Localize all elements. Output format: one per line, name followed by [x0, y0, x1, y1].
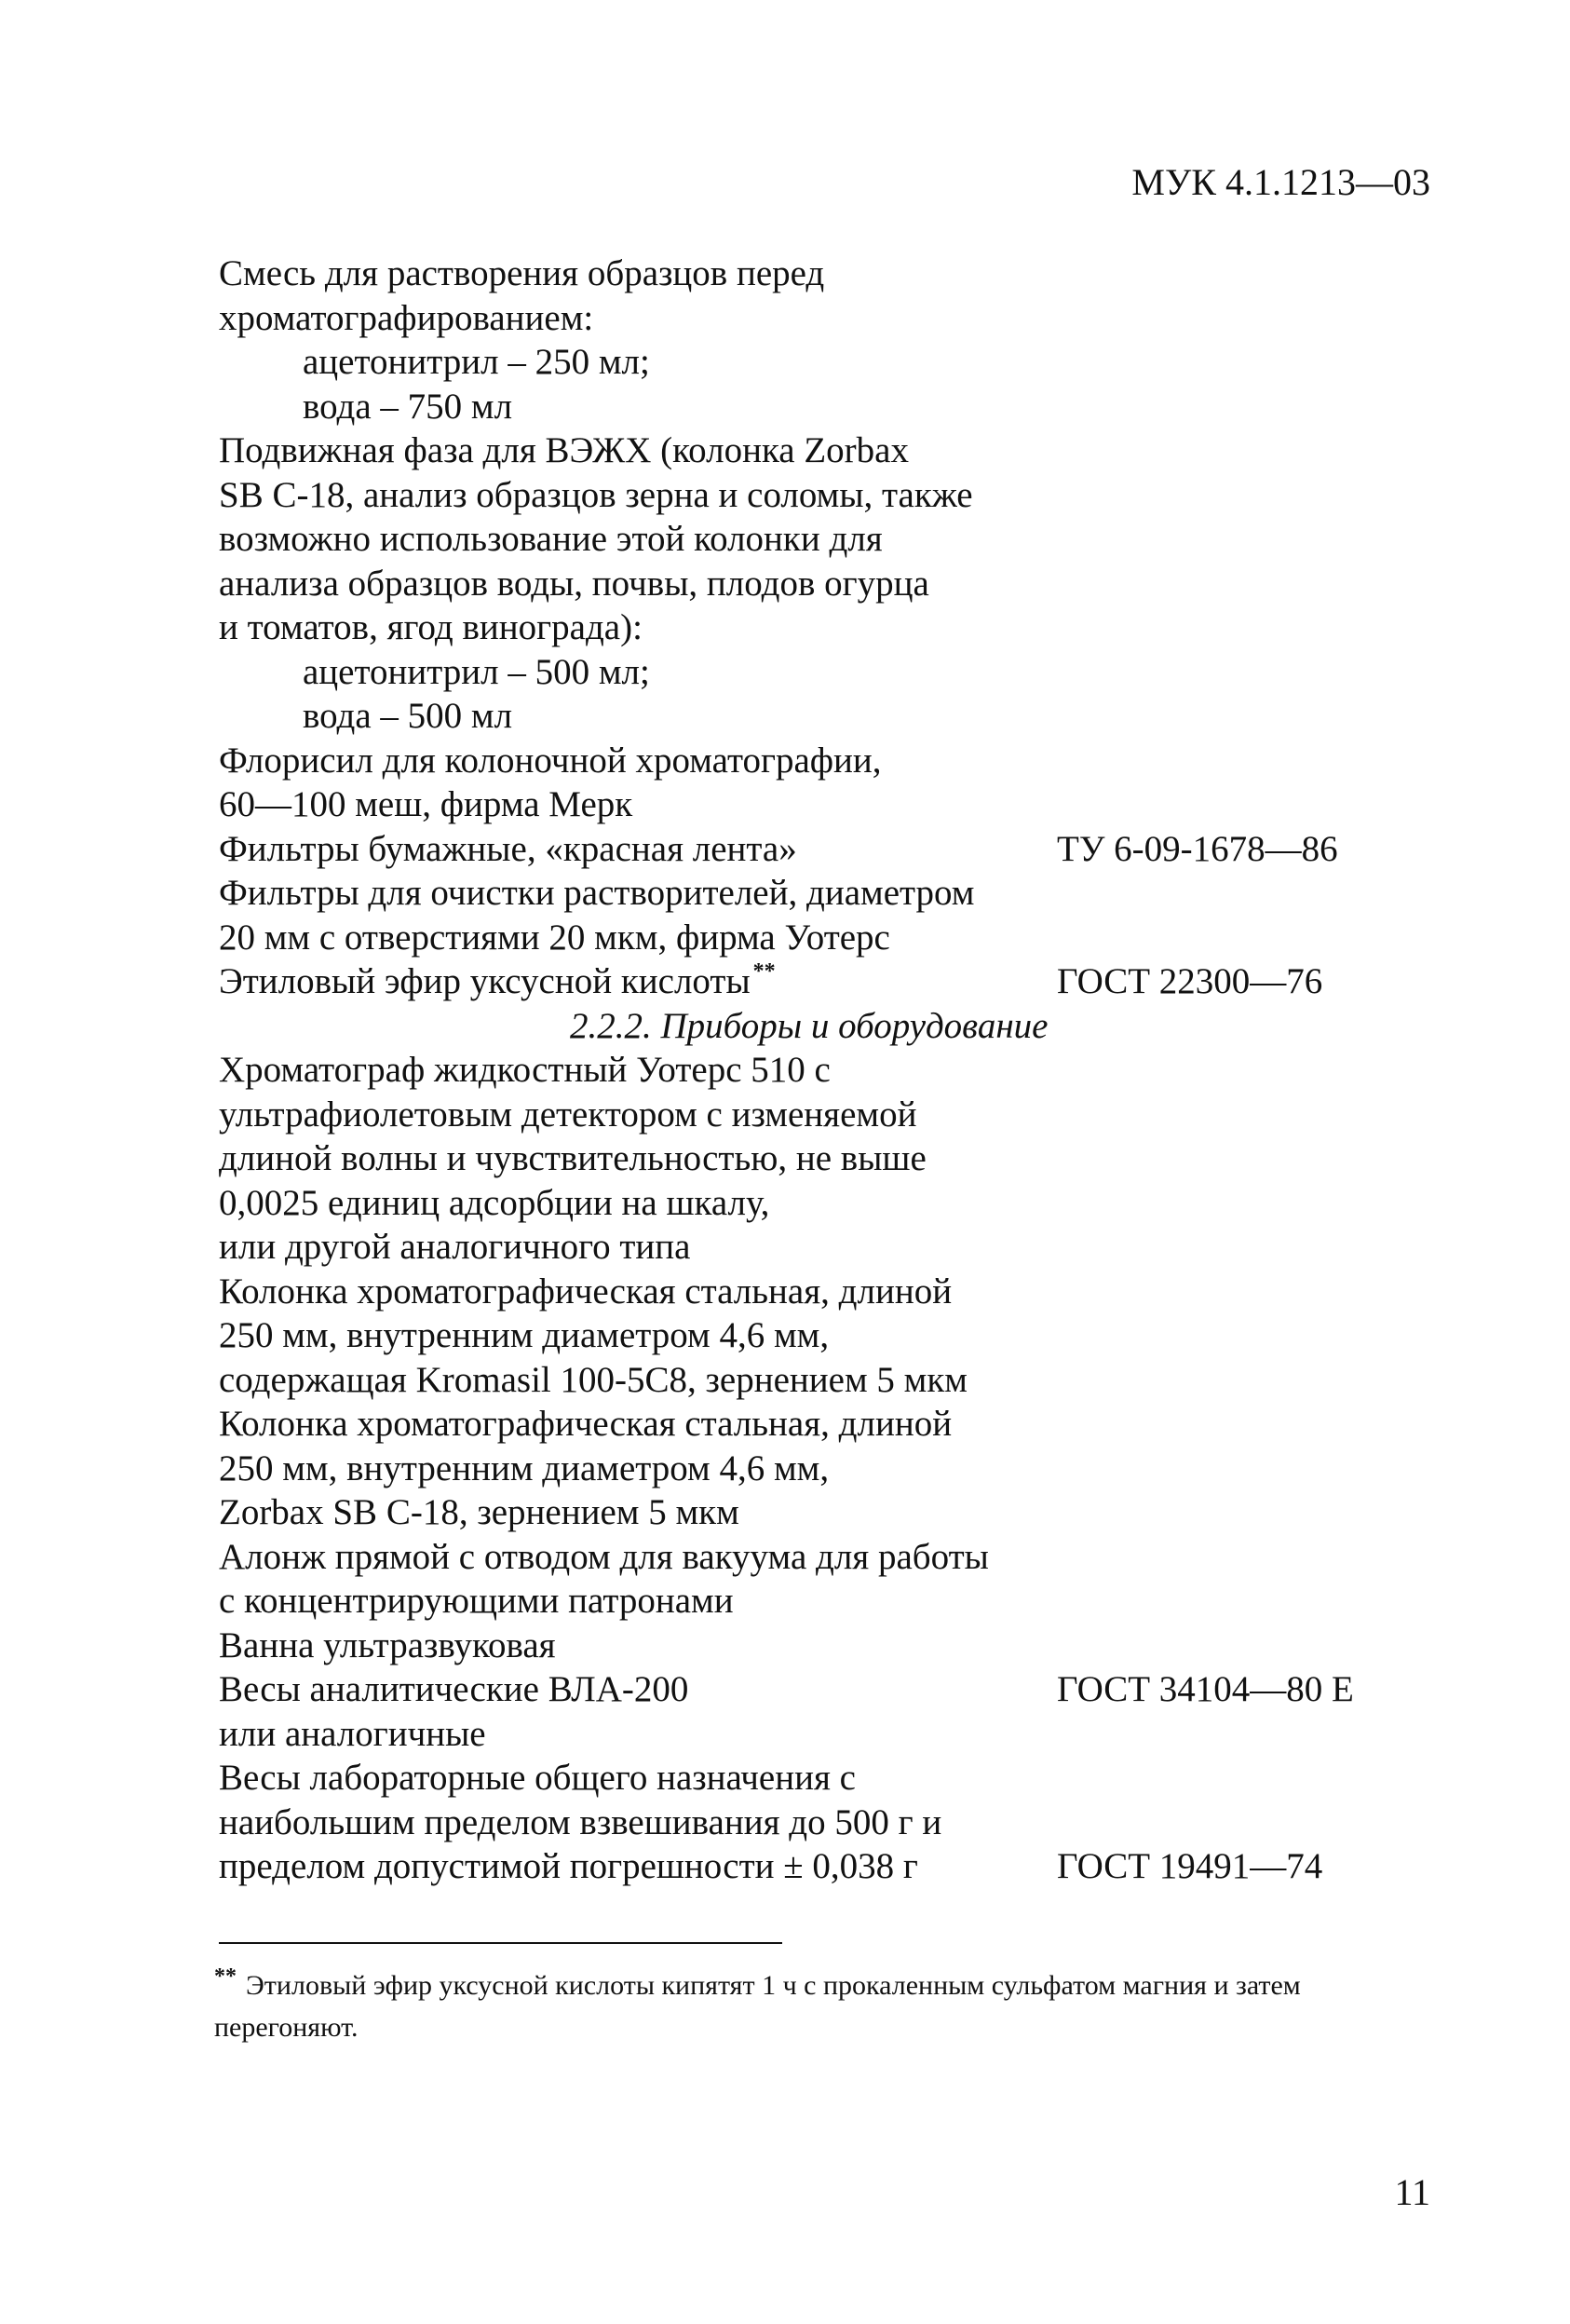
line-text: Фильтры бумажные, «красная лента»: [219, 828, 797, 869]
line-text: вода – 500 мл: [303, 696, 513, 736]
text-line: [219, 1447, 1429, 1491]
text-line: [219, 251, 1429, 296]
line-text: или аналогичные: [219, 1713, 486, 1754]
line-text: длиной волны и чувствительностью, не выше: [219, 1138, 927, 1178]
line-text: ультрафиолетовым детектором с изменяемой: [219, 1094, 917, 1135]
line-text: или другой аналогичного типа: [219, 1227, 691, 1267]
text-line: [219, 1313, 1429, 1358]
line-text: и томатов, ягод винограда):: [219, 607, 643, 647]
footnote-mark: **: [214, 1964, 237, 1989]
line-text: 0,0025 единиц адсорбции на шкалу,: [219, 1182, 770, 1223]
text-line: [219, 340, 1429, 385]
line-text: возможно использование этой колонки для: [219, 519, 883, 559]
line-text: анализа образцов воды, почвы, плодов огурца: [219, 563, 929, 604]
line-text: SB C-18, анализ образцов зерна и соломы, также: [219, 474, 973, 515]
text-line: [219, 650, 1429, 695]
text-line: [219, 1490, 1429, 1535]
text-line: [219, 827, 1429, 872]
text-line: [219, 1801, 1429, 1845]
text-line: [219, 1535, 1429, 1580]
equipment-list: [219, 1048, 1429, 1889]
line-text: ацетонитрил – 250 мл;: [303, 342, 650, 382]
section-heading: 2.2.2. Приборы и оборудование: [570, 1005, 1049, 1046]
line-text: с концентрирующими патронами: [219, 1581, 734, 1621]
reagents-list: [219, 251, 1429, 1004]
line-text: пределом допустимой погрешности ± 0,038 г: [219, 1846, 918, 1886]
line-text: Колонка хроматографическая стальная, длиной: [219, 1404, 953, 1444]
line-text: 250 мм, внутренним диаметром 4,6 мм,: [219, 1315, 830, 1355]
text-line: [219, 871, 1429, 916]
footnote: [214, 1956, 1443, 2048]
text-line: [219, 694, 1429, 739]
text-line: [219, 1136, 1429, 1181]
text-line: [219, 1048, 1429, 1093]
text-line: [219, 782, 1429, 827]
line-text: Весы аналитические ВЛА-200: [219, 1669, 689, 1709]
text-line: [219, 1756, 1429, 1801]
text-line: [219, 428, 1429, 473]
text-line: [219, 473, 1429, 518]
line-text: 60—100 меш, фирма Мерк: [219, 784, 633, 824]
line-text: 20 мм с отверстиями 20 мкм, фирма Уотерс: [219, 917, 890, 958]
standard-reference: ТУ 6-09-1678—86: [1057, 828, 1338, 869]
text-line: [219, 1667, 1429, 1712]
text-line: [219, 1181, 1429, 1226]
text-line: [219, 296, 1429, 341]
line-text: ацетонитрил – 500 мл;: [303, 651, 650, 692]
line-text: Ванна ультразвуковая: [219, 1624, 556, 1665]
line-text: содержащая Kromasil 100-5C8, зернением 5 мкм: [219, 1359, 968, 1400]
line-text: наибольшим пределом взвешивания до 500 г и: [219, 1801, 942, 1842]
text-line: [219, 605, 1429, 650]
text-line: [219, 1844, 1429, 1889]
line-text: хроматографированием:: [219, 297, 594, 338]
page-number: 11: [1394, 2171, 1430, 2213]
text-line: [219, 562, 1429, 606]
text-line: [219, 1358, 1429, 1403]
document-code: МУК 4.1.1213—03: [1131, 161, 1430, 203]
text-line: [219, 517, 1429, 562]
body-text: [219, 251, 1429, 1889]
line-text: Смесь для растворения образцов перед: [219, 253, 825, 293]
line-text: 250 мм, внутренним диаметром 4,6 мм,: [219, 1447, 830, 1488]
line-text: вода – 750 мл: [303, 386, 513, 427]
text-line: [219, 1225, 1429, 1270]
text-line: [219, 959, 1429, 1004]
text-line: [219, 1712, 1429, 1757]
line-text: Весы лабораторные общего назначения с: [219, 1758, 856, 1798]
line-text: Этиловый эфир уксусной кислоты: [219, 961, 751, 1001]
line-text: Флорисил для колоночной хроматографии,: [219, 740, 882, 781]
line-text: Колонка хроматографическая стальная, длиной: [219, 1271, 953, 1311]
text-line: [219, 1624, 1429, 1668]
footnote-divider: [219, 1942, 782, 1944]
standard-reference: ГОСТ 34104—80 Е: [1057, 1669, 1354, 1709]
text-line: [219, 1402, 1429, 1447]
line-text: Алонж прямой с отводом для вакуума для работы: [219, 1536, 989, 1577]
line-text: Zorbax SB C-18, зернением 5 мкм: [219, 1492, 739, 1532]
line-text: Подвижная фаза для ВЭЖХ (колонка Zorbax: [219, 430, 909, 470]
footnote-text: Этиловый эфир уксусной кислоты кипятят 1 ч с прокаленным сульфатом магния и затем перегоняют.: [214, 1970, 1301, 2043]
text-line: [219, 739, 1429, 783]
text-line: [219, 916, 1429, 960]
line-text: Фильтры для очистки растворителей, диаметром: [219, 873, 975, 913]
text-line: [219, 385, 1429, 429]
text-line: [219, 1579, 1429, 1624]
line-text: Хроматограф жидкостный Уотерс 510 с: [219, 1050, 831, 1090]
text-line: [219, 1093, 1429, 1137]
text-line: [219, 1270, 1429, 1314]
footnote-reference: **: [752, 959, 776, 984]
standard-reference: ГОСТ 19491—74: [1057, 1846, 1323, 1886]
standard-reference: ГОСТ 22300—76: [1057, 961, 1323, 1001]
